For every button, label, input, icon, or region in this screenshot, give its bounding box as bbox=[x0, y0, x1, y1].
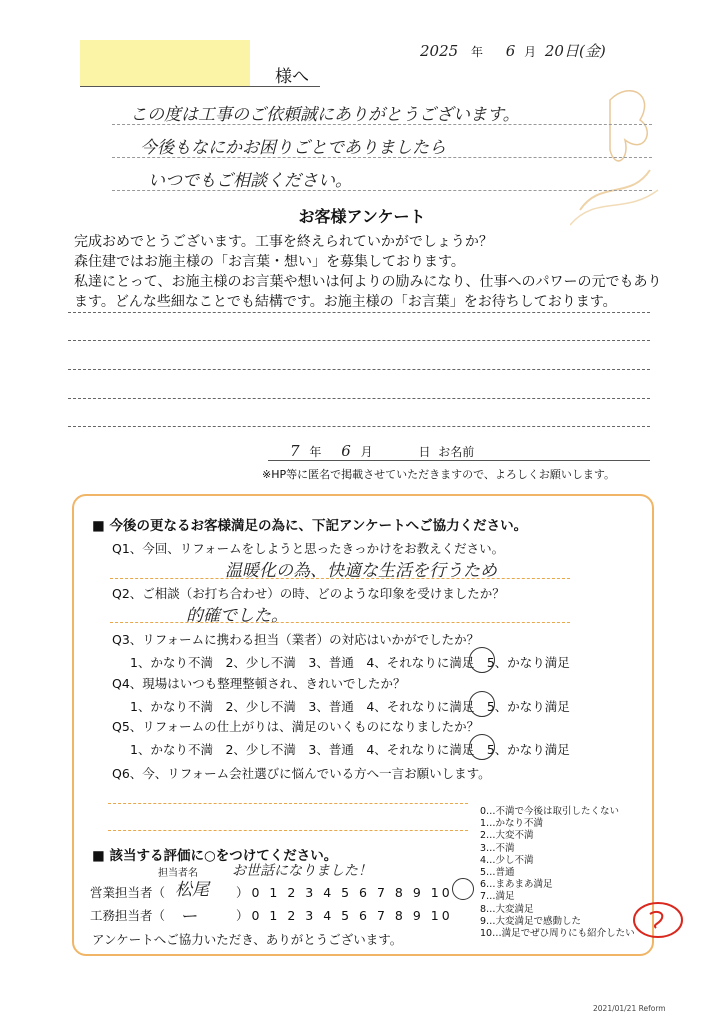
comment-line-2 bbox=[68, 340, 650, 341]
scale-item-10: 10…満足でぜひ周りにも紹介したい bbox=[480, 928, 635, 940]
answer-2-line bbox=[110, 622, 570, 623]
survey-name-label: お名前 bbox=[438, 445, 475, 459]
sales-selected-circle bbox=[452, 878, 474, 900]
questionnaire-heading: ■ 今後の更なるお客様満足の為に、下記アンケートへご協力ください。 bbox=[92, 518, 528, 534]
construction-rating-scale: ）0 1 2 3 4 5 6 7 8 9 10 bbox=[236, 908, 453, 923]
sales-rating-scale: ）0 1 2 3 4 5 6 7 8 9 10 bbox=[236, 885, 453, 900]
date-month-label: 月 bbox=[524, 45, 537, 59]
survey-year-label: 年 bbox=[309, 445, 322, 459]
survey-month-hand: 6 bbox=[341, 442, 351, 460]
comment-line-5 bbox=[68, 426, 650, 427]
question-6: Q6、今、リフォーム会社選びに悩んでいる方へ一言お願いします。 bbox=[112, 766, 491, 781]
comment-line-3 bbox=[68, 369, 650, 370]
date-day-hand: 20日(金) bbox=[544, 42, 606, 60]
question-3: Q3、リフォームに携わる担当（業者）の対応はいかがでしたか？ bbox=[112, 632, 480, 647]
question-4: Q4、現場はいつも整理整頓され、きれいでしたか？ bbox=[112, 676, 406, 691]
question-4-options: 1、かなり不満 2、少し不満 3、普通 4、それなりに満足 5、かなり満足 bbox=[130, 699, 570, 714]
date-month-hand: 6 bbox=[505, 42, 516, 60]
rating-scale-legend bbox=[480, 806, 635, 940]
comment-line-1 bbox=[68, 312, 650, 313]
recipient-name-redaction bbox=[80, 40, 250, 86]
red-stamp-mark bbox=[628, 898, 686, 942]
form-version: 2021/01/21 Reform bbox=[593, 1004, 666, 1013]
thanks-message: アンケートへご協力いただき、ありがとうございます。 bbox=[92, 932, 403, 947]
scale-item-1: 1…かなり不満 bbox=[480, 818, 544, 830]
scale-item-0: 0…不満で今後は取引したくない bbox=[480, 806, 620, 817]
staff-name-label: 担当者名 bbox=[158, 868, 198, 879]
intro-line-3: 私達にとって、お施主様のお言葉や想いは何よりの励みになり、仕事へのパワーの元でもあり bbox=[74, 274, 662, 290]
question-1: Q1、今回、リフォームをしようと思ったきっかけをお教えください。 bbox=[112, 541, 505, 556]
date-year-label: 年 bbox=[470, 45, 483, 59]
intro-line-2: 森住建ではお施主様の「お言葉・想い」を募集しております。 bbox=[74, 254, 465, 270]
survey-day-label: 日 bbox=[418, 445, 431, 459]
survey-month-label: 月 bbox=[360, 445, 373, 459]
letter-date bbox=[420, 40, 606, 61]
answer-6-line-1 bbox=[108, 803, 468, 804]
construction-staff-name-hand: ー bbox=[180, 907, 197, 927]
publication-note: ※HP等に匿名で掲載させていただきますので、よろしくお願いします。 bbox=[262, 468, 616, 481]
scale-item-7: 7…満足 bbox=[480, 891, 515, 903]
q5-selected-circle bbox=[469, 734, 495, 760]
intro-line-4: ます。どんな些細なことでも結構です。お施主様の「お言葉」をお待ちしております。 bbox=[74, 294, 617, 310]
sales-staff-name-hand: 松尾 bbox=[175, 880, 209, 900]
intro-line-1: 完成おめでとうございます。工事を終えられていかがでしょうか？ bbox=[74, 234, 493, 250]
sales-staff-label: 営業担当者（ bbox=[90, 885, 166, 900]
message-line-3: いつでもご相談ください。 bbox=[148, 171, 352, 191]
question-5-options: 1、かなり不満 2、少し不満 3、普通 4、それなりに満足 5、かなり満足 bbox=[130, 742, 570, 757]
survey-date-underline bbox=[268, 460, 650, 461]
comment-line-4 bbox=[68, 398, 650, 399]
answer-1-hand: 温暖化の為、快適な生活を行うため bbox=[225, 561, 497, 581]
scale-item-8: 8…大変満足 bbox=[480, 903, 534, 915]
survey-date-line bbox=[290, 442, 474, 460]
q4-selected-circle bbox=[469, 691, 495, 717]
answer-2-hand: 的確でした。 bbox=[186, 606, 288, 626]
message-line-1: この度は工事のご依頼誠にありがとうございます。 bbox=[130, 105, 520, 125]
recipient-underline bbox=[80, 86, 320, 87]
rating-comment-hand: お世話になりました！ bbox=[232, 863, 372, 879]
scale-item-6: 6…まあまあ満足 bbox=[480, 879, 553, 891]
rating-heading: ■ 該当する評価に○をつけてください。 bbox=[92, 848, 338, 864]
scale-item-5: 5…普通 bbox=[480, 867, 515, 879]
answer-1-line bbox=[110, 578, 570, 579]
scale-item-4: 4…少し不満 bbox=[480, 854, 534, 866]
survey-title: お客様アンケート bbox=[298, 207, 426, 226]
survey-year-hand: 7 bbox=[290, 442, 300, 460]
scale-item-3: 3…不満 bbox=[480, 842, 515, 854]
q3-selected-circle bbox=[469, 647, 495, 673]
question-5: Q5、リフォームの仕上がりは、満足のいくものになりましたか？ bbox=[112, 719, 480, 734]
date-year-hand: 2025 bbox=[420, 42, 459, 60]
question-3-options: 1、かなり不満 2、少し不満 3、普通 4、それなりに満足 5、かなり満足 bbox=[130, 655, 570, 670]
scale-item-2: 2…大変不満 bbox=[480, 830, 534, 842]
recipient-suffix: 様へ bbox=[275, 67, 309, 87]
question-2: Q2、ご相談（お打ち合わせ）の時、どのような印象を受けましたか？ bbox=[112, 586, 505, 601]
answer-6-line-2 bbox=[108, 830, 468, 831]
message-line-2: 今後もなにかお困りごとでありましたら bbox=[140, 138, 446, 158]
scale-item-9: 9…大変満足で感動した bbox=[480, 915, 582, 927]
construction-staff-label: 工務担当者（ bbox=[90, 908, 166, 923]
